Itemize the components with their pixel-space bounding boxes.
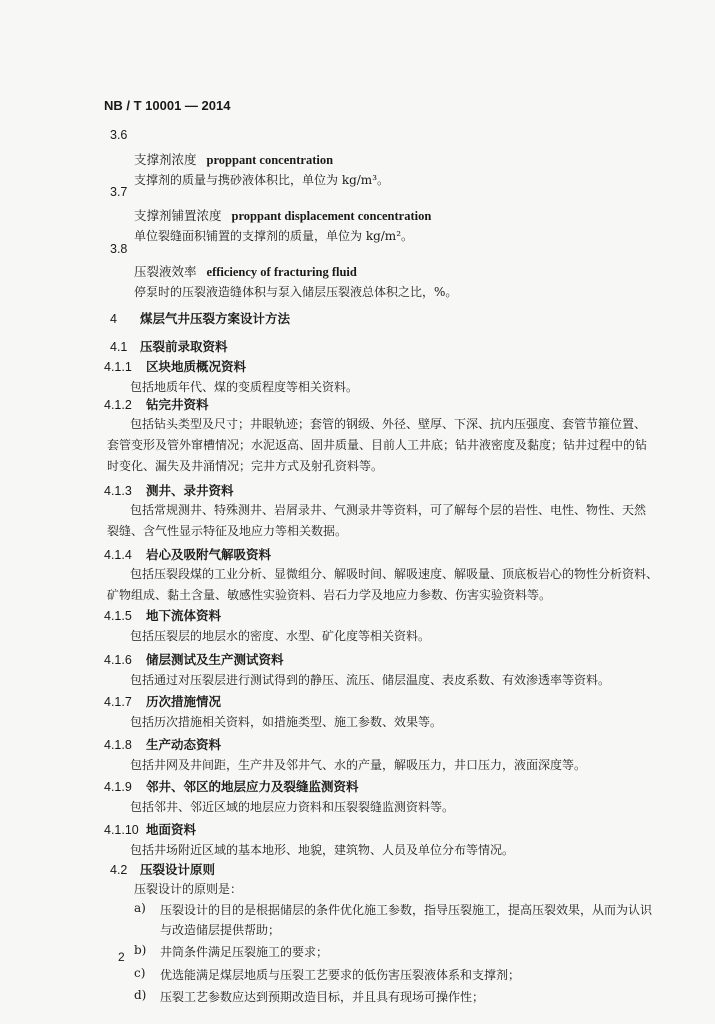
subsection-number: 4.1.2 — [104, 398, 132, 412]
chapter-heading — [110, 309, 290, 327]
term-zh: 支撑剂铺置浓度 — [134, 208, 222, 223]
subsection-title: 钻完井资料 — [146, 397, 209, 412]
body-line: 包括常规测井、特殊测井、岩屑录井、气测录井等资料，可了解每个层的岩性、电性、物性、天然 — [130, 503, 647, 517]
body-line: 包括地质年代、煤的变质程度等相关资料。 — [130, 380, 359, 394]
subsection-number: 4.1.6 — [104, 653, 132, 667]
body-line: 包括钻头类型及尺寸；井眼轨迹；套管的钢级、外径、壁厚、下深、抗内压强度、套管节箍位置、 — [130, 417, 647, 431]
subsection-heading — [104, 606, 221, 624]
subsection-title: 区块地质概况资料 — [146, 359, 247, 374]
subsection-title: 岩心及吸附气解吸资料 — [146, 547, 272, 562]
subsection-number: 4.1.10 — [104, 823, 139, 837]
term-heading — [134, 206, 431, 224]
section-heading — [110, 860, 215, 878]
term-number: 3.6 — [110, 128, 128, 142]
term-en: efficiency of fracturing fluid — [206, 265, 357, 279]
term-en: proppant displacement concentration — [231, 209, 432, 223]
subsection-number: 4.1.8 — [104, 738, 132, 752]
subsection-heading — [104, 692, 221, 710]
subsection-title: 测井、录井资料 — [146, 483, 234, 498]
body-line: 包括压裂层的地层水的密度、水型、矿化度等相关资料。 — [130, 629, 431, 643]
body-line: 时变化、漏失及井涌情况；完井方式及射孔资料等。 — [107, 459, 384, 473]
term-definition: 停泵时的压裂液造缝体积与泵入储层压裂液总体积之比，%。 — [134, 285, 458, 299]
subsection-heading — [104, 820, 196, 838]
list-text: 优选能满足煤层地质与压裂工艺要求的低伤害压裂液体系和支撑剂； — [160, 968, 521, 982]
list-text: 压裂工艺参数应达到预期改造目标，并且具有现场可操作性； — [160, 990, 485, 1004]
term-definition: 支撑剂的质量与携砂液体积比，单位为 kg/m³。 — [134, 173, 390, 187]
subsection-title: 储层测试及生产测试资料 — [146, 652, 284, 667]
body-line: 套管变形及管外窜槽情况；水泥返高、固井质量、目前人工井底；钻井液密度及黏度；钻井过程中的钻 — [107, 438, 648, 452]
page-number: 2 — [118, 950, 125, 964]
term-number: 3.8 — [110, 242, 128, 256]
body-line: 包括通过对压裂层进行测试得到的静压、流压、储层温度、表皮系数、有效渗透率等资料。 — [130, 673, 611, 687]
list-text: 与改造储层提供帮助； — [160, 923, 281, 937]
term-zh: 支撑剂浓度 — [134, 152, 197, 167]
subsection-heading — [104, 481, 234, 499]
body-line: 矿物组成、黏土含量、敏感性实验资料、岩石力学及地应力参数、伤害实验资料等。 — [107, 588, 552, 602]
body-line: 包括井场附近区域的基本地形、地貌，建筑物、人员及单位分布等情况。 — [130, 843, 515, 857]
term-heading — [134, 262, 357, 280]
list-label: d) — [134, 988, 147, 1002]
list-text: 井筒条件满足压裂施工的要求； — [160, 945, 329, 959]
section-heading — [110, 337, 228, 355]
subsection-heading — [104, 545, 271, 563]
subsection-heading — [104, 650, 284, 668]
list-label: b) — [134, 943, 147, 957]
subsection-title: 地下流体资料 — [146, 608, 222, 623]
section-intro: 压裂设计的原则是： — [134, 882, 243, 896]
list-label: c) — [134, 966, 146, 980]
term-zh: 压裂液效率 — [134, 264, 197, 279]
term-heading — [134, 150, 333, 168]
subsection-number: 4.1.1 — [104, 360, 132, 374]
subsection-title: 地面资料 — [146, 822, 197, 837]
subsection-heading — [104, 357, 246, 375]
term-en: proppant concentration — [206, 153, 334, 167]
body-line: 包括压裂段煤的工业分析、显微组分、解吸时间、解吸速度、解吸量、顶底板岩心的物性分析资料、 — [130, 567, 659, 581]
term-number: 3.7 — [110, 185, 128, 199]
subsection-heading — [104, 777, 359, 795]
subsection-title: 历次措施情况 — [146, 694, 222, 709]
body-line: 包括井网及井间距，生产井及邻井气、水的产量，解吸压力，井口压力，液面深度等。 — [130, 758, 587, 772]
section-number: 4.2 — [110, 863, 128, 877]
body-line: 包括邻井、邻近区域的地层应力资料和压裂裂缝监测资料等。 — [130, 800, 455, 814]
body-line: 裂缝、含气性显示特征及地应力等相关数据。 — [107, 524, 348, 538]
subsection-title: 生产动态资料 — [146, 737, 222, 752]
list-text: 压裂设计的目的是根据储层的条件优化施工参数，指导压裂施工，提高压裂效果，从而为认识 — [160, 903, 653, 917]
subsection-heading — [104, 735, 221, 753]
body-line: 包括历次措施相关资料，如措施类型、施工参数、效果等。 — [130, 715, 443, 729]
subsection-number: 4.1.9 — [104, 780, 132, 794]
subsection-number: 4.1.7 — [104, 695, 132, 709]
subsection-heading — [104, 395, 209, 413]
section-number: 4.1 — [110, 340, 128, 354]
term-definition: 单位裂缝面积铺置的支撑剂的质量，单位为 kg/m²。 — [134, 229, 414, 243]
section-title: 压裂前录取资料 — [140, 339, 228, 354]
section-title: 压裂设计原则 — [140, 862, 216, 877]
chapter-number: 4 — [110, 312, 117, 326]
chapter-title: 煤层气井压裂方案设计方法 — [140, 311, 291, 326]
subsection-number: 4.1.3 — [104, 484, 132, 498]
list-label: a) — [134, 901, 146, 915]
subsection-number: 4.1.4 — [104, 548, 132, 562]
standard-code: NB / T 10001 — 2014 — [104, 98, 231, 113]
subsection-number: 4.1.5 — [104, 609, 132, 623]
subsection-title: 邻井、邻区的地层应力及裂缝监测资料 — [146, 779, 359, 794]
